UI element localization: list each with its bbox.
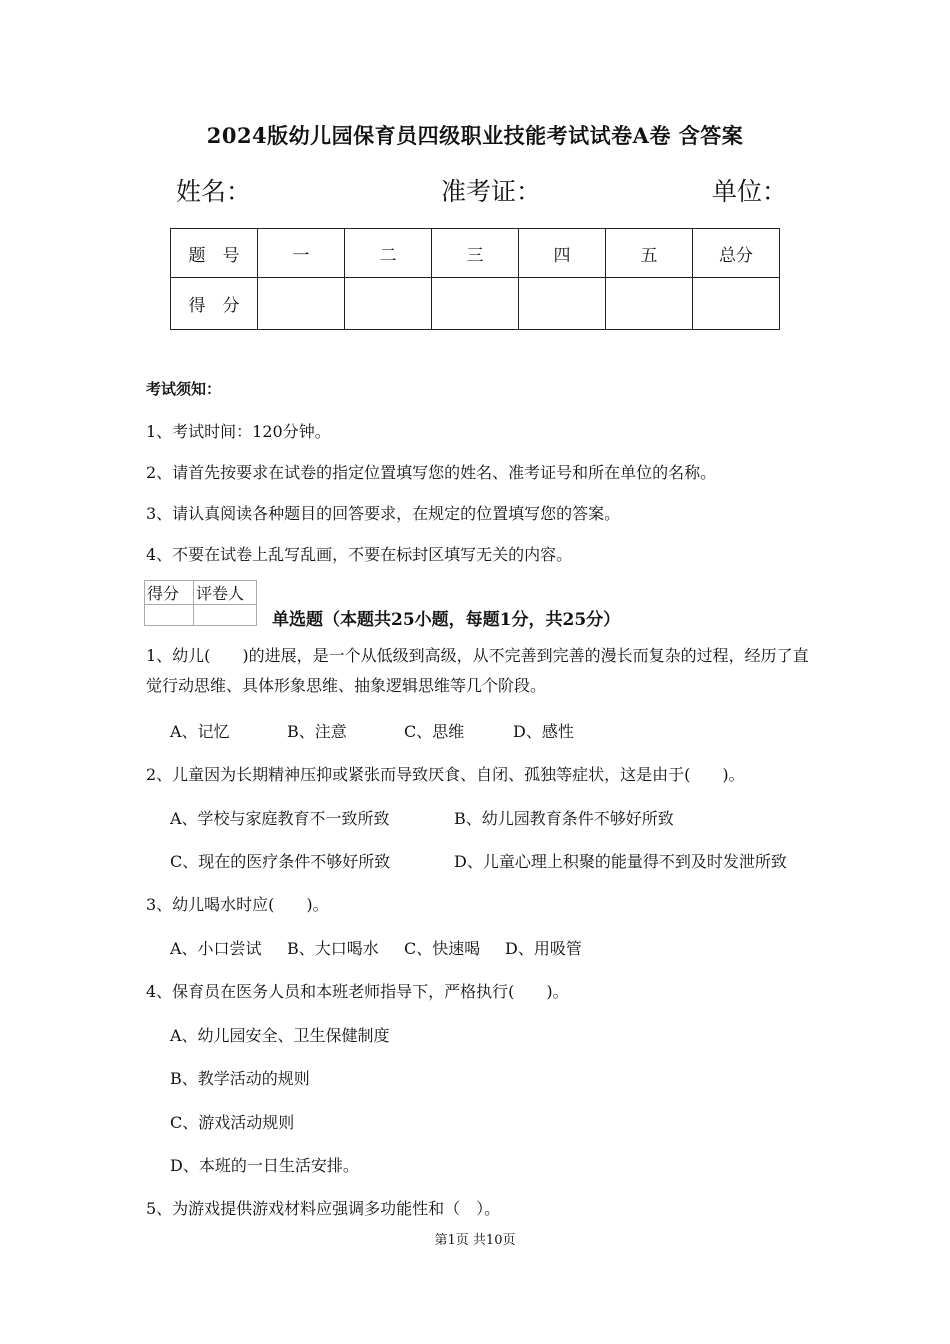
notice-heading: 考试须知： (146, 380, 222, 398)
question-option[interactable]: A、小口尝试 (170, 939, 262, 958)
score-table (170, 228, 780, 330)
question-option[interactable]: D、本班的一日生活安排。 (170, 1156, 359, 1175)
score-cell: 总分 (693, 229, 780, 278)
score-input-cell[interactable] (693, 278, 780, 330)
section-title: 单选题（本题共25小题，每题1分，共25分） (272, 610, 621, 630)
score-cell: 三 (432, 229, 519, 278)
question-option[interactable]: C、现在的医疗条件不够好所致 (170, 852, 391, 871)
question-option[interactable]: B、幼儿园教育条件不够好所致 (454, 809, 674, 828)
score-cell: 得 分 (171, 278, 258, 330)
unit-label: 单位： (712, 177, 788, 206)
score-input-cell[interactable] (258, 278, 345, 330)
score-cell: 五 (606, 229, 693, 278)
question-stem: 1、幼儿( )的进展，是一个从低级到高级，从不完善到完善的漫长而复杂的过程，经历了直觉行动思维、具体形象思维、抽象逻辑思维等几个阶段。 (146, 646, 809, 695)
score-table-header-row (171, 229, 780, 278)
notice-item: 4、不要在试卷上乱写乱画，不要在标封区填写无关的内容。 (146, 545, 573, 564)
question-option[interactable]: D、感性 (513, 722, 574, 741)
question-option[interactable]: C、思维 (404, 722, 465, 741)
grader-score-cell[interactable] (145, 605, 194, 626)
question-stem: 2、儿童因为长期精神压抑或紧张而导致厌食、自闭、孤独等症状，这是由于( )。 (146, 765, 745, 784)
question-stem: 3、幼儿喝水时应( )。 (146, 895, 329, 914)
exam-id-label: 准考证： (441, 177, 542, 206)
score-cell: 四 (519, 229, 606, 278)
score-input-cell[interactable] (345, 278, 432, 330)
question-stem: 5、为游戏提供游戏材料应强调多功能性和（ ）。 (146, 1199, 501, 1218)
question-option[interactable]: B、注意 (287, 722, 347, 741)
score-cell: 二 (345, 229, 432, 278)
question-option[interactable]: A、幼儿园安全、卫生保健制度 (170, 1026, 390, 1045)
score-table-score-row (171, 278, 780, 330)
notice-item: 1、考试时间：120分钟。 (146, 422, 331, 441)
question-option[interactable]: A、学校与家庭教育不一致所致 (170, 809, 390, 828)
page-footer: 第1页 共10页 (434, 1233, 516, 1248)
grader-name-cell[interactable] (194, 605, 257, 626)
grader-name-label: 评卷人 (194, 581, 257, 605)
question-stem: 4、保育员在医务人员和本班老师指导下，严格执行( )。 (146, 982, 569, 1001)
question-option[interactable]: D、儿童心理上积聚的能量得不到及时发泄所致 (454, 852, 787, 871)
score-cell: 一 (258, 229, 345, 278)
grader-score-label: 得分 (145, 581, 194, 605)
name-label: 姓名： (176, 177, 252, 206)
score-input-cell[interactable] (519, 278, 606, 330)
question-option[interactable]: B、大口喝水 (287, 939, 379, 958)
notice-item: 3、请认真阅读各种题目的回答要求，在规定的位置填写您的答案。 (146, 504, 621, 523)
question-option[interactable]: C、游戏活动规则 (170, 1113, 295, 1132)
question-option[interactable]: C、快速喝 (404, 939, 481, 958)
score-input-cell[interactable] (606, 278, 693, 330)
score-cell: 题 号 (171, 229, 258, 278)
grader-box (144, 580, 257, 626)
page-title: 2024版幼儿园保育员四级职业技能考试试卷A卷 含答案 (206, 123, 744, 148)
question-option[interactable]: B、教学活动的规则 (170, 1069, 310, 1088)
score-input-cell[interactable] (432, 278, 519, 330)
notice-item: 2、请首先按要求在试卷的指定位置填写您的姓名、准考证号和所在单位的名称。 (146, 463, 717, 482)
question-option[interactable]: D、用吸管 (505, 939, 582, 958)
question-option[interactable]: A、记忆 (170, 722, 230, 741)
